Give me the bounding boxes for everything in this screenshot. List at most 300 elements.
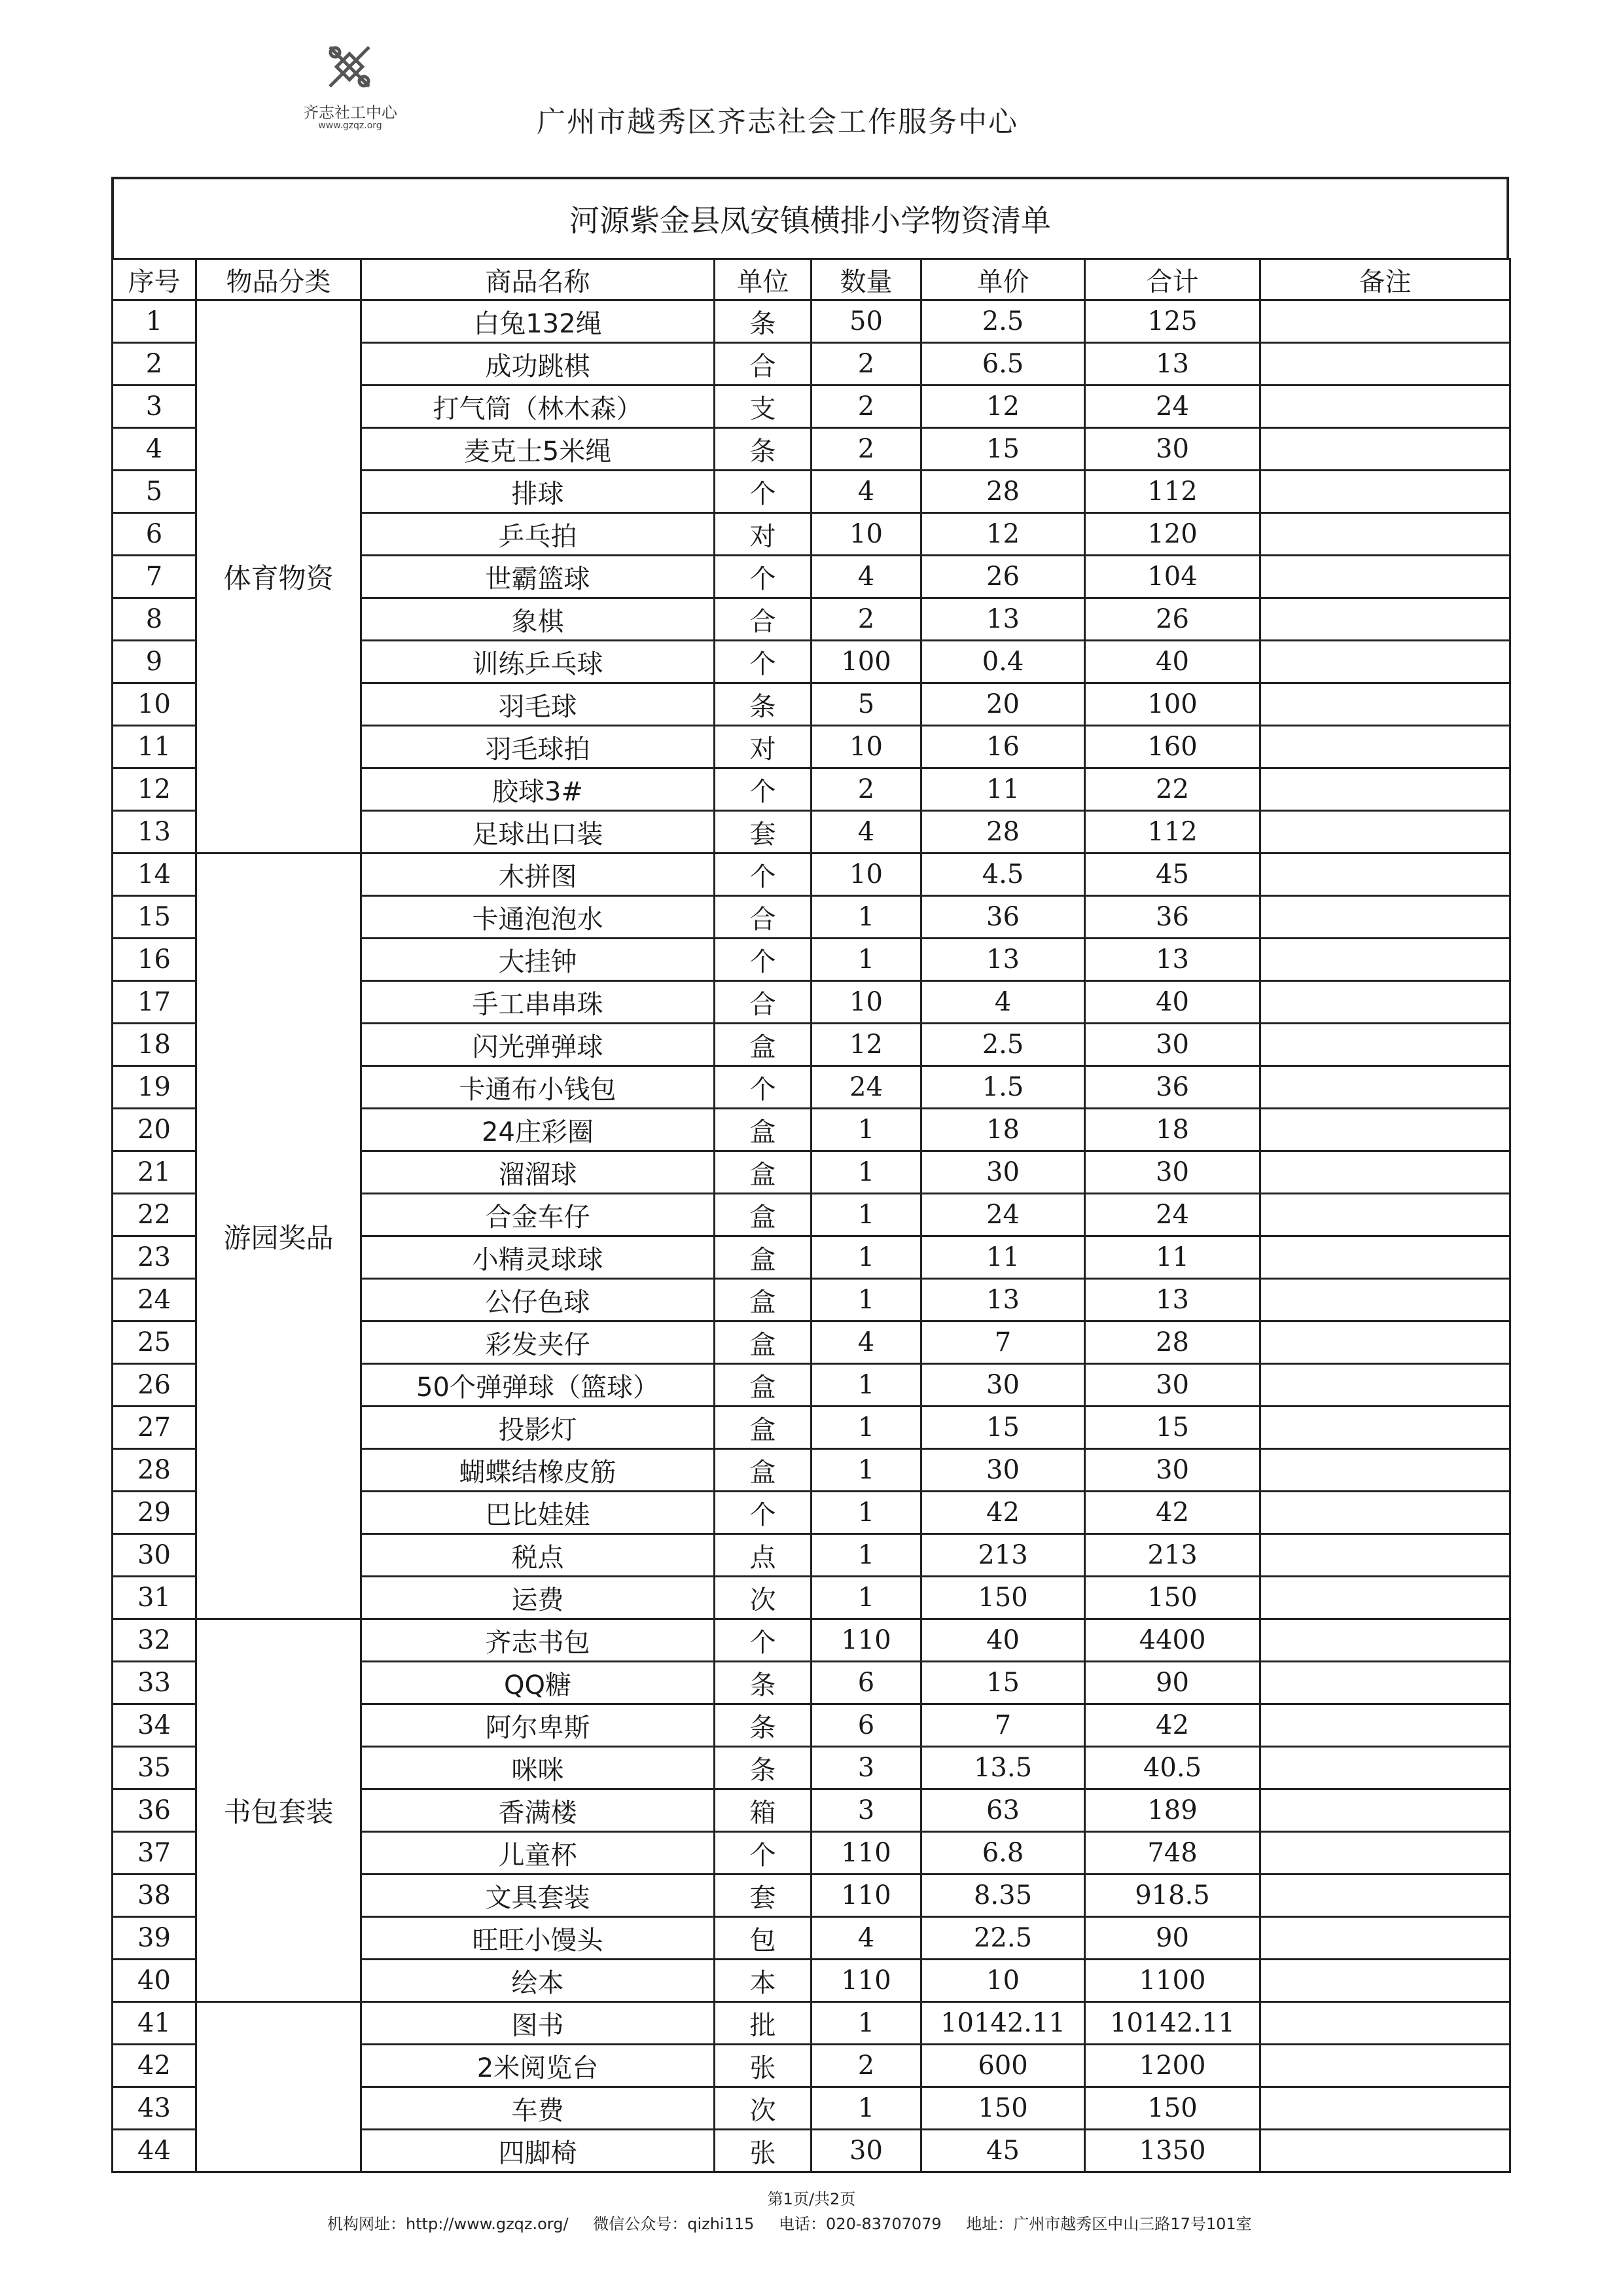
cell-name: 四脚椅 — [361, 2130, 715, 2172]
cell-total: 918.5 — [1085, 1874, 1260, 1917]
cell-price: 11 — [921, 1236, 1085, 1279]
cell-remark — [1260, 1407, 1510, 1449]
cell-total: 112 — [1085, 471, 1260, 513]
cell-price: 12 — [921, 386, 1085, 428]
cell-unit: 合 — [715, 598, 812, 641]
cell-price: 150 — [921, 1577, 1085, 1619]
cell-total: 100 — [1085, 683, 1260, 726]
cell-price: 4 — [921, 981, 1085, 1024]
col-header-price: 单价 — [921, 259, 1085, 300]
cell-total: 11 — [1085, 1236, 1260, 1279]
cell-total: 30 — [1085, 1151, 1260, 1194]
cell-remark — [1260, 1449, 1510, 1492]
cell-qty: 1 — [812, 1449, 921, 1492]
cell-remark — [1260, 1917, 1510, 1960]
cell-price: 28 — [921, 471, 1085, 513]
cell-remark — [1260, 1321, 1510, 1364]
cell-total: 26 — [1085, 598, 1260, 641]
cell-name: 大挂钟 — [361, 939, 715, 981]
cell-qty: 4 — [812, 1917, 921, 1960]
cell-name: 合金车仔 — [361, 1194, 715, 1236]
cell-total: 112 — [1085, 811, 1260, 853]
cell-unit: 套 — [715, 811, 812, 853]
cell-qty: 30 — [812, 2130, 921, 2172]
cell-unit: 个 — [715, 471, 812, 513]
cell-remark — [1260, 1747, 1510, 1789]
cell-unit: 条 — [715, 300, 812, 343]
cell-qty: 10 — [812, 726, 921, 768]
col-header-no: 序号 — [113, 259, 196, 300]
cell-total: 30 — [1085, 1364, 1260, 1407]
cell-category — [196, 2002, 361, 2172]
cell-remark — [1260, 1960, 1510, 2002]
table-header-row — [113, 259, 1510, 300]
cell-price: 30 — [921, 1364, 1085, 1407]
cell-no: 20 — [113, 1109, 196, 1151]
cell-qty: 110 — [812, 1619, 921, 1662]
cell-no: 24 — [113, 1279, 196, 1321]
cell-no: 4 — [113, 428, 196, 471]
cell-price: 15 — [921, 1662, 1085, 1704]
cell-price: 2.5 — [921, 300, 1085, 343]
cell-name: 木拼图 — [361, 853, 715, 896]
cell-price: 7 — [921, 1704, 1085, 1747]
cell-remark — [1260, 1662, 1510, 1704]
cell-name: 排球 — [361, 471, 715, 513]
cell-unit: 次 — [715, 2087, 812, 2130]
cell-name: 24庄彩圈 — [361, 1109, 715, 1151]
cell-qty: 1 — [812, 1279, 921, 1321]
cell-qty: 1 — [812, 1109, 921, 1151]
cell-price: 30 — [921, 1151, 1085, 1194]
cell-no: 32 — [113, 1619, 196, 1662]
cell-price: 15 — [921, 1407, 1085, 1449]
cell-price: 0.4 — [921, 641, 1085, 683]
cell-total: 90 — [1085, 1917, 1260, 1960]
cell-unit: 盒 — [715, 1364, 812, 1407]
cell-qty: 1 — [812, 1236, 921, 1279]
cell-no: 17 — [113, 981, 196, 1024]
cell-unit: 盒 — [715, 1321, 812, 1364]
cell-remark — [1260, 428, 1510, 471]
cell-total: 748 — [1085, 1832, 1260, 1874]
cell-remark — [1260, 981, 1510, 1024]
cell-unit: 个 — [715, 853, 812, 896]
table-body — [113, 300, 1510, 2172]
cell-qty: 1 — [812, 2087, 921, 2130]
cell-remark — [1260, 1194, 1510, 1236]
cell-price: 15 — [921, 428, 1085, 471]
cell-total: 104 — [1085, 556, 1260, 598]
cell-qty: 24 — [812, 1066, 921, 1109]
cell-unit: 个 — [715, 939, 812, 981]
cell-name: 打气筒（林木森） — [361, 386, 715, 428]
cell-qty: 110 — [812, 1832, 921, 1874]
cell-price: 26 — [921, 556, 1085, 598]
cell-no: 42 — [113, 2045, 196, 2087]
cell-remark — [1260, 2002, 1510, 2045]
cell-price: 7 — [921, 1321, 1085, 1364]
cell-price: 10 — [921, 1960, 1085, 2002]
cell-remark — [1260, 1619, 1510, 1662]
cell-price: 18 — [921, 1109, 1085, 1151]
cell-name: 公仔色球 — [361, 1279, 715, 1321]
footer-phone: 电话：020-83707079 — [779, 2215, 942, 2233]
cell-remark — [1260, 1789, 1510, 1832]
cell-name: 阿尔卑斯 — [361, 1704, 715, 1747]
cell-price: 13 — [921, 1279, 1085, 1321]
org-title: 广州市越秀区齐志社会工作服务中心 — [537, 105, 1018, 139]
cell-name: 溜溜球 — [361, 1151, 715, 1194]
cell-name: 麦克士5米绳 — [361, 428, 715, 471]
cell-total: 24 — [1085, 1194, 1260, 1236]
cell-remark — [1260, 598, 1510, 641]
cell-total: 13 — [1085, 343, 1260, 386]
cell-unit: 对 — [715, 726, 812, 768]
cell-no: 41 — [113, 2002, 196, 2045]
cell-name: 足球出口装 — [361, 811, 715, 853]
footer-address: 地址：广州市越秀区中山三路17号101室 — [966, 2215, 1252, 2233]
cell-no: 25 — [113, 1321, 196, 1364]
cell-name: QQ糖 — [361, 1662, 715, 1704]
cell-price: 20 — [921, 683, 1085, 726]
cell-no: 7 — [113, 556, 196, 598]
cell-unit: 次 — [715, 1577, 812, 1619]
cell-unit: 个 — [715, 1492, 812, 1534]
cell-remark — [1260, 1066, 1510, 1109]
cell-name: 象棋 — [361, 598, 715, 641]
cell-no: 13 — [113, 811, 196, 853]
cell-name: 训练乒乓球 — [361, 641, 715, 683]
cell-unit: 箱 — [715, 1789, 812, 1832]
cell-unit: 个 — [715, 556, 812, 598]
cell-price: 150 — [921, 2087, 1085, 2130]
cell-name: 50个弹弹球（篮球） — [361, 1364, 715, 1407]
cell-price: 12 — [921, 513, 1085, 556]
cell-no: 27 — [113, 1407, 196, 1449]
cell-unit: 盒 — [715, 1194, 812, 1236]
cell-unit: 合 — [715, 981, 812, 1024]
cell-qty: 4 — [812, 1321, 921, 1364]
cell-name: 卡通布小钱包 — [361, 1066, 715, 1109]
cell-total: 189 — [1085, 1789, 1260, 1832]
cell-price: 2.5 — [921, 1024, 1085, 1066]
cell-remark — [1260, 1151, 1510, 1194]
cell-name: 巴比娃娃 — [361, 1492, 715, 1534]
cell-remark — [1260, 896, 1510, 939]
cell-no: 16 — [113, 939, 196, 981]
cell-price: 24 — [921, 1194, 1085, 1236]
cell-price: 1.5 — [921, 1066, 1085, 1109]
cell-no: 22 — [113, 1194, 196, 1236]
cell-remark — [1260, 853, 1510, 896]
cell-qty: 6 — [812, 1662, 921, 1704]
cell-qty: 4 — [812, 471, 921, 513]
cell-unit: 条 — [715, 428, 812, 471]
cell-price: 16 — [921, 726, 1085, 768]
cell-unit: 条 — [715, 1704, 812, 1747]
cell-remark — [1260, 1364, 1510, 1407]
cell-remark — [1260, 1832, 1510, 1874]
cell-price: 6.8 — [921, 1832, 1085, 1874]
cell-name: 投影灯 — [361, 1407, 715, 1449]
cell-total: 10142.11 — [1085, 2002, 1260, 2045]
cell-total: 36 — [1085, 896, 1260, 939]
cell-unit: 个 — [715, 1066, 812, 1109]
cell-total: 40.5 — [1085, 1747, 1260, 1789]
footer-wechat: 微信公众号：qizhi115 — [593, 2215, 755, 2233]
cell-unit: 盒 — [715, 1024, 812, 1066]
cell-no: 21 — [113, 1151, 196, 1194]
cell-qty: 1 — [812, 1534, 921, 1577]
cell-unit: 张 — [715, 2045, 812, 2087]
cell-category: 书包套装 — [196, 1619, 361, 2002]
cell-qty: 12 — [812, 1024, 921, 1066]
cell-no: 12 — [113, 768, 196, 811]
cell-unit: 盒 — [715, 1407, 812, 1449]
cell-price: 11 — [921, 768, 1085, 811]
cell-remark — [1260, 300, 1510, 343]
cell-no: 6 — [113, 513, 196, 556]
cell-total: 213 — [1085, 1534, 1260, 1577]
cell-name: 蝴蝶结橡皮筋 — [361, 1449, 715, 1492]
cell-total: 1200 — [1085, 2045, 1260, 2087]
logo-mark-icon — [322, 39, 377, 94]
cell-no: 34 — [113, 1704, 196, 1747]
cell-remark — [1260, 471, 1510, 513]
cell-price: 30 — [921, 1449, 1085, 1492]
cell-price: 600 — [921, 2045, 1085, 2087]
logo-url: www.gzqz.org — [318, 120, 382, 131]
cell-total: 90 — [1085, 1662, 1260, 1704]
table-row — [113, 1619, 1510, 1662]
cell-total: 13 — [1085, 939, 1260, 981]
cell-no: 33 — [113, 1662, 196, 1704]
cell-price: 10142.11 — [921, 2002, 1085, 2045]
cell-category: 体育物资 — [196, 300, 361, 853]
cell-name: 税点 — [361, 1534, 715, 1577]
cell-no: 8 — [113, 598, 196, 641]
cell-name: 乒乓拍 — [361, 513, 715, 556]
cell-qty: 1 — [812, 1194, 921, 1236]
cell-qty: 100 — [812, 641, 921, 683]
cell-unit: 个 — [715, 641, 812, 683]
cell-total: 45 — [1085, 853, 1260, 896]
logo-name: 齐志社工中心 — [303, 103, 397, 122]
cell-name: 齐志书包 — [361, 1619, 715, 1662]
cell-total: 30 — [1085, 428, 1260, 471]
cell-no: 29 — [113, 1492, 196, 1534]
cell-total: 30 — [1085, 1449, 1260, 1492]
cell-total: 42 — [1085, 1492, 1260, 1534]
cell-remark — [1260, 513, 1510, 556]
cell-name: 2米阅览台 — [361, 2045, 715, 2087]
cell-name: 儿童杯 — [361, 1832, 715, 1874]
table-row — [113, 300, 1510, 343]
cell-qty: 5 — [812, 683, 921, 726]
cell-name: 成功跳棋 — [361, 343, 715, 386]
cell-unit: 个 — [715, 1832, 812, 1874]
cell-price: 40 — [921, 1619, 1085, 1662]
cell-total: 22 — [1085, 768, 1260, 811]
cell-name: 运费 — [361, 1577, 715, 1619]
cell-total: 24 — [1085, 386, 1260, 428]
cell-name: 白兔132绳 — [361, 300, 715, 343]
cell-qty: 110 — [812, 1960, 921, 2002]
cell-no: 43 — [113, 2087, 196, 2130]
cell-total: 28 — [1085, 1321, 1260, 1364]
cell-no: 28 — [113, 1449, 196, 1492]
cell-remark — [1260, 939, 1510, 981]
cell-unit: 本 — [715, 1960, 812, 2002]
footer-website: 机构网址：http://www.gzqz.org/ — [327, 2215, 569, 2233]
col-header-remark: 备注 — [1260, 259, 1510, 300]
cell-total: 120 — [1085, 513, 1260, 556]
cell-name: 世霸篮球 — [361, 556, 715, 598]
cell-price: 36 — [921, 896, 1085, 939]
org-logo — [275, 39, 425, 137]
page-number: 第1页/共2页 — [767, 2190, 856, 2208]
col-header-name: 商品名称 — [361, 259, 715, 300]
cell-name: 手工串串珠 — [361, 981, 715, 1024]
cell-qty: 1 — [812, 939, 921, 981]
cell-remark — [1260, 1492, 1510, 1534]
col-header-unit: 单位 — [715, 259, 812, 300]
cell-price: 13 — [921, 939, 1085, 981]
cell-remark — [1260, 2087, 1510, 2130]
cell-qty: 110 — [812, 1874, 921, 1917]
cell-name: 小精灵球球 — [361, 1236, 715, 1279]
cell-no: 37 — [113, 1832, 196, 1874]
cell-unit: 盒 — [715, 1449, 812, 1492]
cell-price: 213 — [921, 1534, 1085, 1577]
cell-no: 9 — [113, 641, 196, 683]
cell-remark — [1260, 1534, 1510, 1577]
cell-price: 13.5 — [921, 1747, 1085, 1789]
cell-price: 28 — [921, 811, 1085, 853]
cell-price: 4.5 — [921, 853, 1085, 896]
cell-unit: 盒 — [715, 1236, 812, 1279]
cell-unit: 盒 — [715, 1109, 812, 1151]
cell-unit: 条 — [715, 1662, 812, 1704]
cell-name: 旺旺小馒头 — [361, 1917, 715, 1960]
cell-remark — [1260, 343, 1510, 386]
cell-qty: 1 — [812, 1364, 921, 1407]
cell-qty: 3 — [812, 1747, 921, 1789]
cell-unit: 支 — [715, 386, 812, 428]
cell-unit: 条 — [715, 683, 812, 726]
cell-total: 1100 — [1085, 1960, 1260, 2002]
cell-total: 13 — [1085, 1279, 1260, 1321]
cell-no: 10 — [113, 683, 196, 726]
cell-qty: 2 — [812, 768, 921, 811]
cell-unit: 批 — [715, 2002, 812, 2045]
cell-name: 卡通泡泡水 — [361, 896, 715, 939]
cell-qty: 2 — [812, 598, 921, 641]
sheet-title: 河源紫金县凤安镇横排小学物资清单 — [111, 177, 1509, 258]
cell-qty: 10 — [812, 981, 921, 1024]
cell-name: 图书 — [361, 2002, 715, 2045]
cell-unit: 盒 — [715, 1151, 812, 1194]
cell-name: 闪光弹弹球 — [361, 1024, 715, 1066]
cell-remark — [1260, 726, 1510, 768]
cell-no: 15 — [113, 896, 196, 939]
cell-total: 125 — [1085, 300, 1260, 343]
cell-qty: 1 — [812, 1151, 921, 1194]
cell-qty: 1 — [812, 2002, 921, 2045]
cell-total: 40 — [1085, 641, 1260, 683]
table-row — [113, 853, 1510, 896]
cell-qty: 50 — [812, 300, 921, 343]
cell-no: 38 — [113, 1874, 196, 1917]
cell-name: 咪咪 — [361, 1747, 715, 1789]
cell-no: 5 — [113, 471, 196, 513]
cell-name: 羽毛球拍 — [361, 726, 715, 768]
cell-name: 胶球3# — [361, 768, 715, 811]
cell-remark — [1260, 1109, 1510, 1151]
cell-unit: 张 — [715, 2130, 812, 2172]
cell-unit: 个 — [715, 1619, 812, 1662]
cell-price: 42 — [921, 1492, 1085, 1534]
cell-name: 彩发夹仔 — [361, 1321, 715, 1364]
cell-name: 文具套装 — [361, 1874, 715, 1917]
cell-no: 23 — [113, 1236, 196, 1279]
cell-category: 游园奖品 — [196, 853, 361, 1619]
col-header-total: 合计 — [1085, 259, 1260, 300]
cell-no: 18 — [113, 1024, 196, 1066]
cell-total: 40 — [1085, 981, 1260, 1024]
cell-unit: 个 — [715, 768, 812, 811]
cell-name: 绘本 — [361, 1960, 715, 2002]
cell-name: 羽毛球 — [361, 683, 715, 726]
cell-qty: 2 — [812, 428, 921, 471]
cell-price: 22.5 — [921, 1917, 1085, 1960]
cell-price: 6.5 — [921, 343, 1085, 386]
cell-unit: 条 — [715, 1747, 812, 1789]
cell-total: 30 — [1085, 1024, 1260, 1066]
cell-no: 2 — [113, 343, 196, 386]
cell-qty: 10 — [812, 513, 921, 556]
col-header-qty: 数量 — [812, 259, 921, 300]
footer-contact — [327, 2211, 1272, 2234]
cell-remark — [1260, 1874, 1510, 1917]
cell-total: 15 — [1085, 1407, 1260, 1449]
cell-no: 35 — [113, 1747, 196, 1789]
cell-total: 42 — [1085, 1704, 1260, 1747]
cell-no: 3 — [113, 386, 196, 428]
cell-qty: 1 — [812, 896, 921, 939]
cell-price: 13 — [921, 598, 1085, 641]
material-list-sheet — [111, 177, 1509, 2173]
cell-qty: 6 — [812, 1704, 921, 1747]
cell-no: 31 — [113, 1577, 196, 1619]
cell-unit: 对 — [715, 513, 812, 556]
cell-name: 车费 — [361, 2087, 715, 2130]
cell-no: 14 — [113, 853, 196, 896]
cell-unit: 套 — [715, 1874, 812, 1917]
cell-remark — [1260, 1704, 1510, 1747]
cell-remark — [1260, 1024, 1510, 1066]
cell-price: 45 — [921, 2130, 1085, 2172]
cell-qty: 2 — [812, 2045, 921, 2087]
cell-no: 44 — [113, 2130, 196, 2172]
cell-total: 36 — [1085, 1066, 1260, 1109]
cell-qty: 3 — [812, 1789, 921, 1832]
cell-no: 40 — [113, 1960, 196, 2002]
cell-remark — [1260, 641, 1510, 683]
cell-unit: 盒 — [715, 1279, 812, 1321]
cell-unit: 合 — [715, 896, 812, 939]
